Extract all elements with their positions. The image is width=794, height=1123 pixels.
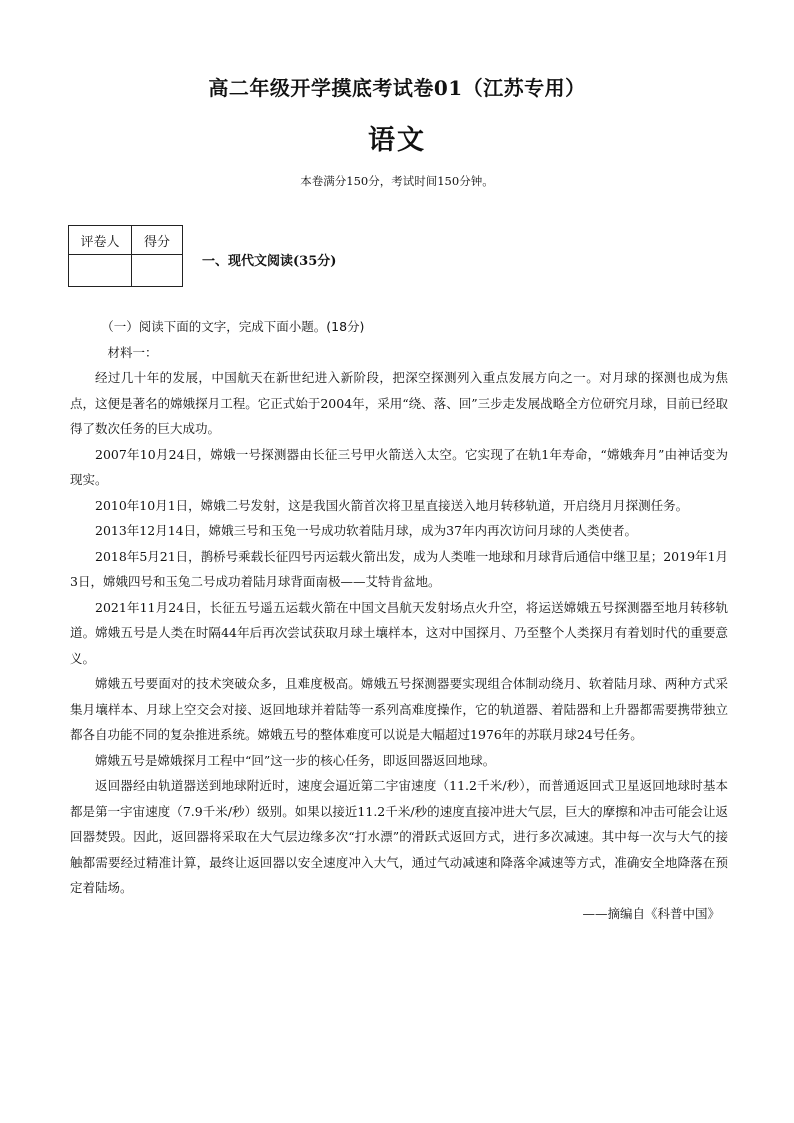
paragraph: 2018年5月21日，鹊桥号乘载长征四号丙运载火箭出发，成为人类唯一地球和月球背后通信中继卫星；2019年1月3日，嫦娥四号和玉兔二号成功着陆月球背面南极——艾特肯盆地。 [70,548,728,589]
paragraph: 嫦娥五号是嫦娥探月工程中“回”这一步的核心任务，即返回器返回地球。 [95,752,496,768]
material-label: 材料一： [107,344,158,360]
section-title: 一、现代文阅读(35分) [202,254,337,269]
paragraph: 嫦娥五号要面对的技术突破众多，且难度极高。嫦娥五号探测器要实现组合体制动绕月、软着陆月球、两种方式采集月壤样本、月球上空交会对接、返回地球并着陆等一系列高难度操作，它的轨道器、着陆器和上升器都需要携带独立都各自功能不同的复杂推进系统。嫦娥五号的整体难度可以说是大幅超过1976年的苏联月球24号任务。 [70,676,728,742]
paragraph: 2010年10月1日，嫦娥二号发射，这是我国火箭首次将卫星直接送入地月转移轨道，开启绕月月探测任务。 [95,497,689,513]
exam-note: 本卷满分150分，考试时间150分钟。 [300,174,494,188]
exam-title: 高二年级开学摸底考试卷01（江苏专用） [208,76,586,100]
reading-passage [70,314,728,926]
paragraph: 经过几十年的发展，中国航天在新世纪进入新阶段，把深空探测列入重点发展方向之一。对月球的探测也成为焦点，这便是著名的嫦娥探月工程。它正式始于2004年，采用“绕、落、回”三步走发展战略全方位研究月球，目前已经取得了数次任务的巨大成功。 [70,370,728,436]
question-prompt: （一）阅读下面的文字，完成下面小题。(18分) [101,319,365,334]
score-table [68,225,183,287]
grader-cell[interactable] [69,255,132,287]
paragraph: 返回器经由轨道器送到地球附近时，速度会逼近第二宇宙速度（11.2千米/秒），而普通返回式卫星返回地球时基本都是第一宇宙速度（7.9千米/秒）级别。如果以接近11.2千米/秒的速度直接冲进大气层，巨大的摩擦和冲击可能会让返回器焚毁。因此，返回器将采取在大气层边缘多次“打水漂”的滑跃式返回方式，进行多次减速。其中每一次与大气的接触都需要经过精准计算，最终让返回器以安全速度冲入大气，通过气动减速和降落伞减速等方式，准确安全地降落在预定着陆场。 [70,778,728,895]
paragraph: 2013年12月14日，嫦娥三号和玉兔一号成功软着陆月球，成为37年内再次访问月球的人类使者。 [95,523,638,538]
score-cell[interactable] [132,255,183,287]
source-citation: ——摘编自《科普中国》 [582,905,720,921]
subject-title: 语文 [368,125,426,156]
paragraph: 2021年11月24日，长征五号遥五运载火箭在中国文昌航天发射场点火升空，将运送嫦娥五号探测器至地月转移轨道。嫦娥五号是人类在时隔44年后再次尝试获取月球土壤样本，这对中国探月、乃至整个人类探月有着划时代的重要意义。 [70,599,728,666]
score-header: 得分 [132,226,183,255]
grader-header: 评卷人 [69,226,132,255]
paragraph: 2007年10月24日，嫦娥一号探测器由长征三号甲火箭送入太空。它实现了在轨1年寿命，“嫦娥奔月”由神话变为现实。 [70,446,728,487]
